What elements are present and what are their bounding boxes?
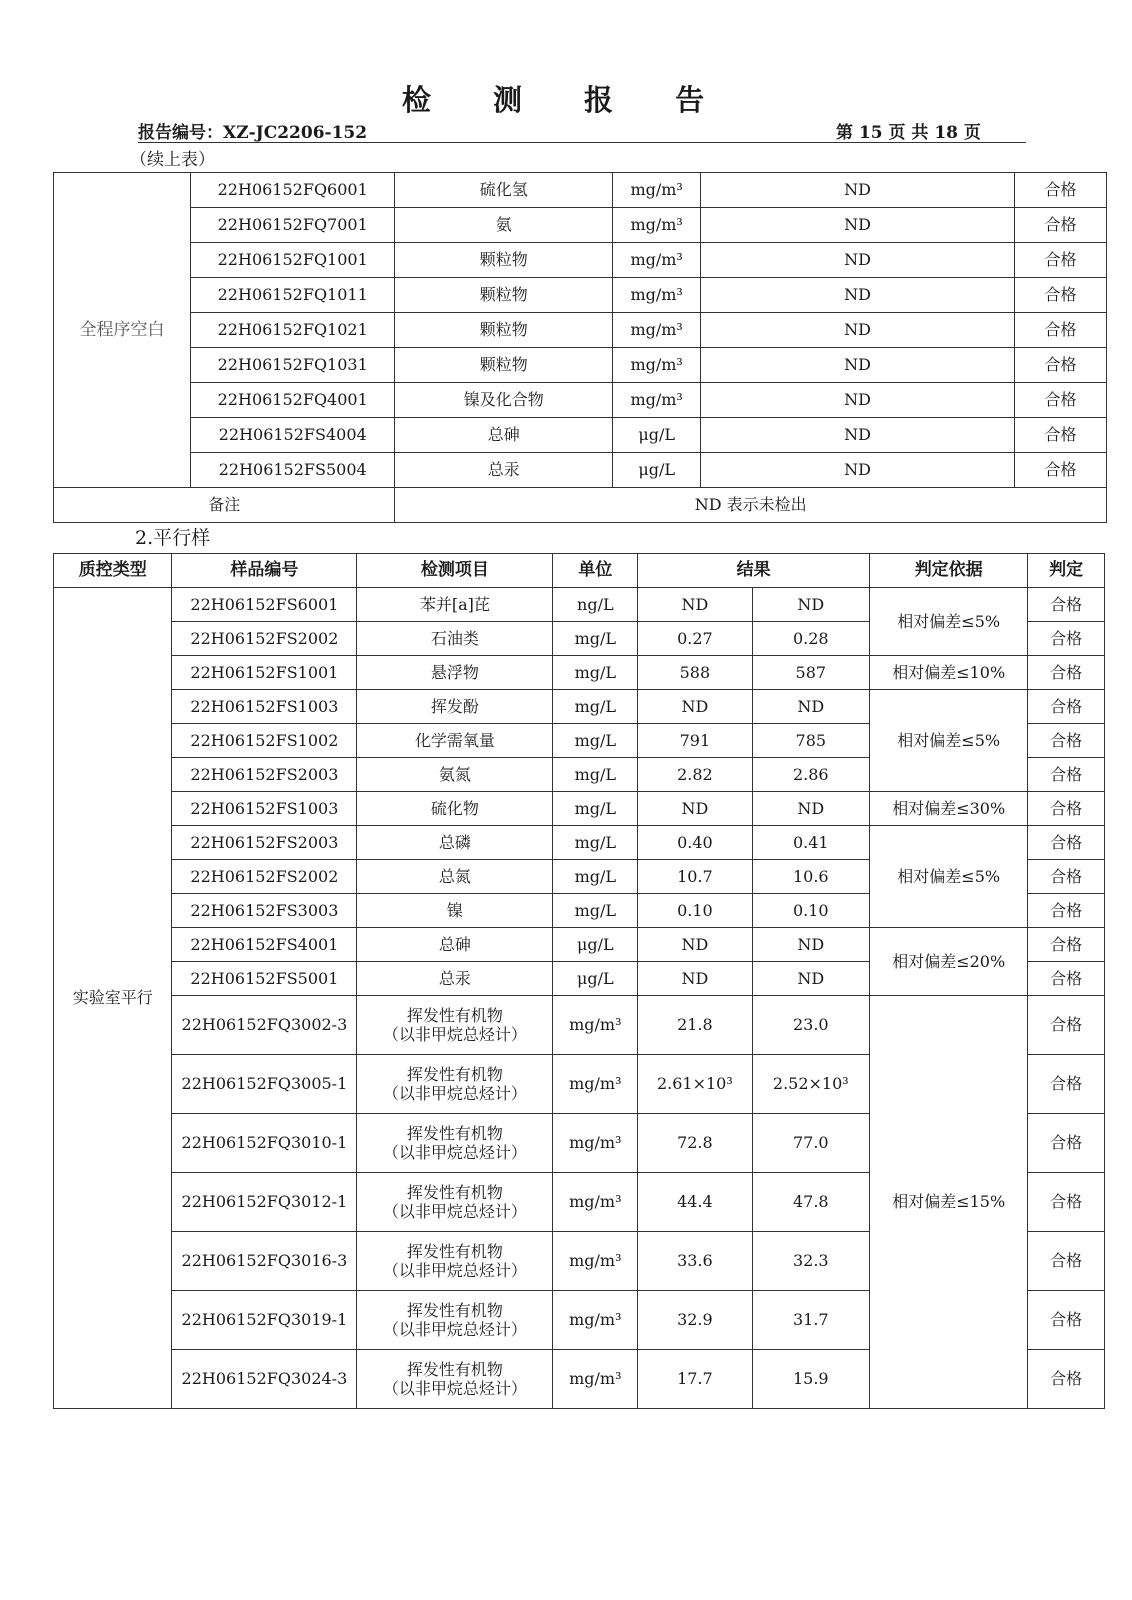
group-label: 全程序空白 bbox=[54, 173, 191, 488]
unit: mg/m³ bbox=[613, 383, 701, 418]
result-2: 0.10 bbox=[752, 894, 869, 928]
sample-id: 22H06152FS2002 bbox=[172, 622, 357, 656]
test-item: 颗粒物 bbox=[395, 278, 613, 313]
col-header-result: 结果 bbox=[638, 554, 870, 588]
test-item-line1: 挥发性有机物 bbox=[406, 1241, 503, 1261]
group-label: 实验室平行 bbox=[54, 588, 172, 1409]
unit: mg/L bbox=[553, 792, 638, 826]
judgement: 合格 bbox=[1028, 1232, 1105, 1291]
table-row bbox=[54, 588, 1105, 622]
result-2: 785 bbox=[752, 724, 869, 758]
sample-id: 22H06152FS2003 bbox=[172, 826, 357, 860]
test-item: 氨 bbox=[395, 208, 613, 243]
judgement-basis: 相对偏差≤5% bbox=[870, 690, 1028, 792]
table-row bbox=[54, 278, 1107, 313]
table-row bbox=[54, 996, 1105, 1055]
test-item-line1: 挥发性有机物 bbox=[406, 1182, 503, 1202]
table-row bbox=[54, 313, 1107, 348]
test-item-line2: （以非甲烷总烃计） bbox=[382, 1143, 527, 1162]
test-item: 氨氮 bbox=[357, 758, 553, 792]
result: ND bbox=[701, 208, 1015, 243]
sample-id: 22H06152FQ1011 bbox=[190, 278, 394, 313]
judgement: 合格 bbox=[1028, 962, 1105, 996]
judgement: 合格 bbox=[1014, 278, 1106, 313]
unit: mg/m³ bbox=[613, 243, 701, 278]
result: ND bbox=[701, 313, 1015, 348]
judgement: 合格 bbox=[1028, 724, 1105, 758]
remark-label: 备注 bbox=[54, 488, 395, 523]
judgement: 合格 bbox=[1014, 243, 1106, 278]
blank-sample-table bbox=[53, 172, 1107, 523]
judgement: 合格 bbox=[1014, 418, 1106, 453]
sample-id: 22H06152FQ6001 bbox=[190, 173, 394, 208]
result-1: 2.82 bbox=[638, 758, 752, 792]
test-item: 总磷 bbox=[357, 826, 553, 860]
table-row bbox=[54, 348, 1107, 383]
parallel-sample-table bbox=[53, 553, 1105, 1409]
sample-id: 22H06152FQ1001 bbox=[190, 243, 394, 278]
judgement: 合格 bbox=[1014, 173, 1106, 208]
sample-id: 22H06152FS1003 bbox=[172, 690, 357, 724]
unit: mg/m³ bbox=[553, 1114, 638, 1173]
result-2: ND bbox=[752, 690, 869, 724]
test-item-line2: （以非甲烷总烃计） bbox=[382, 1202, 527, 1221]
test-item: 镍及化合物 bbox=[395, 383, 613, 418]
unit: mg/L bbox=[553, 860, 638, 894]
result: ND bbox=[701, 243, 1015, 278]
sample-id: 22H06152FS2002 bbox=[172, 860, 357, 894]
table-row bbox=[54, 383, 1107, 418]
test-item: 总汞 bbox=[357, 962, 553, 996]
remark-row bbox=[54, 488, 1107, 523]
result-1: ND bbox=[638, 962, 752, 996]
test-item-line1: 挥发性有机物 bbox=[406, 1005, 503, 1025]
unit: μg/L bbox=[613, 453, 701, 488]
test-item bbox=[357, 996, 553, 1055]
judgement: 合格 bbox=[1028, 758, 1105, 792]
result-1: ND bbox=[638, 792, 752, 826]
table-row bbox=[54, 208, 1107, 243]
result-2: 31.7 bbox=[752, 1291, 869, 1350]
result-2: ND bbox=[752, 962, 869, 996]
table-row bbox=[54, 173, 1107, 208]
test-item-line2: （以非甲烷总烃计） bbox=[382, 1261, 527, 1280]
result-2: 0.41 bbox=[752, 826, 869, 860]
unit: mg/m³ bbox=[553, 1173, 638, 1232]
test-item bbox=[357, 1173, 553, 1232]
result: ND bbox=[701, 453, 1015, 488]
result-1: 44.4 bbox=[638, 1173, 752, 1232]
result-1: 33.6 bbox=[638, 1232, 752, 1291]
result-1: 791 bbox=[638, 724, 752, 758]
result-2: 0.28 bbox=[752, 622, 869, 656]
judgement: 合格 bbox=[1028, 826, 1105, 860]
unit: mg/m³ bbox=[613, 173, 701, 208]
unit: mg/m³ bbox=[553, 1291, 638, 1350]
test-item bbox=[357, 1232, 553, 1291]
test-item: 总砷 bbox=[395, 418, 613, 453]
sample-id: 22H06152FS2003 bbox=[172, 758, 357, 792]
test-item: 颗粒物 bbox=[395, 313, 613, 348]
judgement: 合格 bbox=[1028, 1055, 1105, 1114]
unit: mg/L bbox=[553, 826, 638, 860]
unit: mg/L bbox=[553, 758, 638, 792]
sample-id: 22H06152FS6001 bbox=[172, 588, 357, 622]
table-row bbox=[54, 418, 1107, 453]
result-1: 2.61×10³ bbox=[638, 1055, 752, 1114]
sample-id: 22H06152FS3003 bbox=[172, 894, 357, 928]
judgement: 合格 bbox=[1014, 313, 1106, 348]
result-2: 10.6 bbox=[752, 860, 869, 894]
unit: mg/m³ bbox=[613, 208, 701, 243]
unit: mg/L bbox=[553, 656, 638, 690]
test-item: 石油类 bbox=[357, 622, 553, 656]
result-2: ND bbox=[752, 588, 869, 622]
test-item-line1: 挥发性有机物 bbox=[406, 1064, 503, 1084]
result-1: ND bbox=[638, 928, 752, 962]
col-header-item: 检测项目 bbox=[357, 554, 553, 588]
test-item: 硫化氢 bbox=[395, 173, 613, 208]
unit: mg/m³ bbox=[553, 1232, 638, 1291]
judgement: 合格 bbox=[1028, 1114, 1105, 1173]
unit: μg/L bbox=[553, 928, 638, 962]
test-item: 颗粒物 bbox=[395, 243, 613, 278]
test-item: 总氮 bbox=[357, 860, 553, 894]
test-item: 悬浮物 bbox=[357, 656, 553, 690]
result-2: ND bbox=[752, 928, 869, 962]
result-1: 72.8 bbox=[638, 1114, 752, 1173]
col-header-judge: 判定 bbox=[1028, 554, 1105, 588]
unit: mg/L bbox=[553, 724, 638, 758]
sample-id: 22H06152FS1003 bbox=[172, 792, 357, 826]
judgement-basis: 相对偏差≤15% bbox=[870, 996, 1028, 1409]
continued-label: （续上表） bbox=[130, 150, 215, 170]
sample-id: 22H06152FQ7001 bbox=[190, 208, 394, 243]
sample-id: 22H06152FS4004 bbox=[190, 418, 394, 453]
unit: mg/m³ bbox=[613, 348, 701, 383]
unit: mg/L bbox=[553, 690, 638, 724]
judgement: 合格 bbox=[1028, 656, 1105, 690]
table-row bbox=[54, 928, 1105, 962]
table-row bbox=[54, 453, 1107, 488]
col-header-type: 质控类型 bbox=[54, 554, 172, 588]
test-item-line1: 挥发性有机物 bbox=[406, 1359, 503, 1379]
test-item-line2: （以非甲烷总烃计） bbox=[382, 1025, 527, 1044]
judgement-basis: 相对偏差≤5% bbox=[870, 588, 1028, 656]
sample-id: 22H06152FS1001 bbox=[172, 656, 357, 690]
sample-id: 22H06152FQ3024-3 bbox=[172, 1350, 357, 1409]
judgement-basis: 相对偏差≤30% bbox=[870, 792, 1028, 826]
judgement: 合格 bbox=[1028, 622, 1105, 656]
result-2: 2.86 bbox=[752, 758, 869, 792]
result: ND bbox=[701, 383, 1015, 418]
test-item bbox=[357, 1350, 553, 1409]
sample-id: 22H06152FS4001 bbox=[172, 928, 357, 962]
result-2: ND bbox=[752, 792, 869, 826]
test-item: 化学需氧量 bbox=[357, 724, 553, 758]
sample-id: 22H06152FQ3019-1 bbox=[172, 1291, 357, 1350]
judgement: 合格 bbox=[1028, 690, 1105, 724]
result-2: 77.0 bbox=[752, 1114, 869, 1173]
judgement: 合格 bbox=[1028, 1173, 1105, 1232]
unit: ng/L bbox=[553, 588, 638, 622]
col-header-id: 样品编号 bbox=[172, 554, 357, 588]
result-1: 0.27 bbox=[638, 622, 752, 656]
judgement: 合格 bbox=[1028, 1291, 1105, 1350]
col-header-basis: 判定依据 bbox=[870, 554, 1028, 588]
section-title-parallel: 2.平行样 bbox=[135, 527, 211, 549]
judgement: 合格 bbox=[1028, 588, 1105, 622]
judgement: 合格 bbox=[1014, 208, 1106, 243]
test-item: 挥发酚 bbox=[357, 690, 553, 724]
result-1: ND bbox=[638, 690, 752, 724]
result: ND bbox=[701, 418, 1015, 453]
col-header-unit: 单位 bbox=[553, 554, 638, 588]
unit: μg/L bbox=[553, 962, 638, 996]
test-item-line2: （以非甲烷总烃计） bbox=[382, 1320, 527, 1339]
result-2: 587 bbox=[752, 656, 869, 690]
result: ND bbox=[701, 173, 1015, 208]
test-item: 镍 bbox=[357, 894, 553, 928]
result-1: 17.7 bbox=[638, 1350, 752, 1409]
unit: μg/L bbox=[613, 418, 701, 453]
sample-id: 22H06152FS5001 bbox=[172, 962, 357, 996]
judgement: 合格 bbox=[1028, 1350, 1105, 1409]
unit: mg/L bbox=[553, 622, 638, 656]
judgement: 合格 bbox=[1014, 348, 1106, 383]
table-header-row bbox=[54, 554, 1105, 588]
result-1: ND bbox=[638, 588, 752, 622]
table-row bbox=[54, 690, 1105, 724]
sample-id: 22H06152FQ1021 bbox=[190, 313, 394, 348]
unit: mg/m³ bbox=[553, 996, 638, 1055]
result-1: 21.8 bbox=[638, 996, 752, 1055]
header-rule bbox=[138, 142, 1026, 143]
test-item-line2: （以非甲烷总烃计） bbox=[382, 1379, 527, 1398]
judgement: 合格 bbox=[1014, 453, 1106, 488]
sample-id: 22H06152FQ3016-3 bbox=[172, 1232, 357, 1291]
judgement: 合格 bbox=[1014, 383, 1106, 418]
test-item bbox=[357, 1291, 553, 1350]
test-item: 总砷 bbox=[357, 928, 553, 962]
sample-id: 22H06152FQ4001 bbox=[190, 383, 394, 418]
table-row bbox=[54, 826, 1105, 860]
sample-id: 22H06152FQ1031 bbox=[190, 348, 394, 383]
test-item bbox=[357, 1114, 553, 1173]
remark-text: ND 表示未检出 bbox=[395, 488, 1107, 523]
test-item-line2: （以非甲烷总烃计） bbox=[382, 1084, 527, 1103]
test-item-line1: 挥发性有机物 bbox=[406, 1300, 503, 1320]
result-1: 10.7 bbox=[638, 860, 752, 894]
test-item: 总汞 bbox=[395, 453, 613, 488]
result-2: 32.3 bbox=[752, 1232, 869, 1291]
judgement-basis: 相对偏差≤5% bbox=[870, 826, 1028, 928]
test-item bbox=[357, 1055, 553, 1114]
table-row bbox=[54, 792, 1105, 826]
test-item-line1: 挥发性有机物 bbox=[406, 1123, 503, 1143]
judgement-basis: 相对偏差≤10% bbox=[870, 656, 1028, 690]
unit: mg/m³ bbox=[553, 1350, 638, 1409]
result: ND bbox=[701, 348, 1015, 383]
judgement: 合格 bbox=[1028, 860, 1105, 894]
judgement: 合格 bbox=[1028, 894, 1105, 928]
sample-id: 22H06152FQ3002-3 bbox=[172, 996, 357, 1055]
unit: mg/L bbox=[553, 894, 638, 928]
sample-id: 22H06152FS5004 bbox=[190, 453, 394, 488]
result-2: 2.52×10³ bbox=[752, 1055, 869, 1114]
result-1: 588 bbox=[638, 656, 752, 690]
unit: mg/m³ bbox=[553, 1055, 638, 1114]
judgement-basis: 相对偏差≤20% bbox=[870, 928, 1028, 996]
sample-id: 22H06152FS1002 bbox=[172, 724, 357, 758]
unit: mg/m³ bbox=[613, 278, 701, 313]
test-item: 硫化物 bbox=[357, 792, 553, 826]
test-item: 颗粒物 bbox=[395, 348, 613, 383]
unit: mg/m³ bbox=[613, 313, 701, 348]
sample-id: 22H06152FQ3012-1 bbox=[172, 1173, 357, 1232]
result-2: 23.0 bbox=[752, 996, 869, 1055]
sample-id: 22H06152FQ3010-1 bbox=[172, 1114, 357, 1173]
judgement: 合格 bbox=[1028, 792, 1105, 826]
table-row bbox=[54, 656, 1105, 690]
result-1: 0.40 bbox=[638, 826, 752, 860]
result-2: 15.9 bbox=[752, 1350, 869, 1409]
result-2: 47.8 bbox=[752, 1173, 869, 1232]
report-title: 检 测 报 告 bbox=[401, 83, 731, 117]
result-1: 32.9 bbox=[638, 1291, 752, 1350]
judgement: 合格 bbox=[1028, 928, 1105, 962]
report-number: 报告编号：XZ-JC2206-152 bbox=[138, 123, 368, 143]
result-1: 0.10 bbox=[638, 894, 752, 928]
judgement: 合格 bbox=[1028, 996, 1105, 1055]
page-indicator: 第 15 页 共 18 页 bbox=[836, 123, 981, 143]
table-row bbox=[54, 243, 1107, 278]
test-item: 苯并[a]芘 bbox=[357, 588, 553, 622]
sample-id: 22H06152FQ3005-1 bbox=[172, 1055, 357, 1114]
result: ND bbox=[701, 278, 1015, 313]
